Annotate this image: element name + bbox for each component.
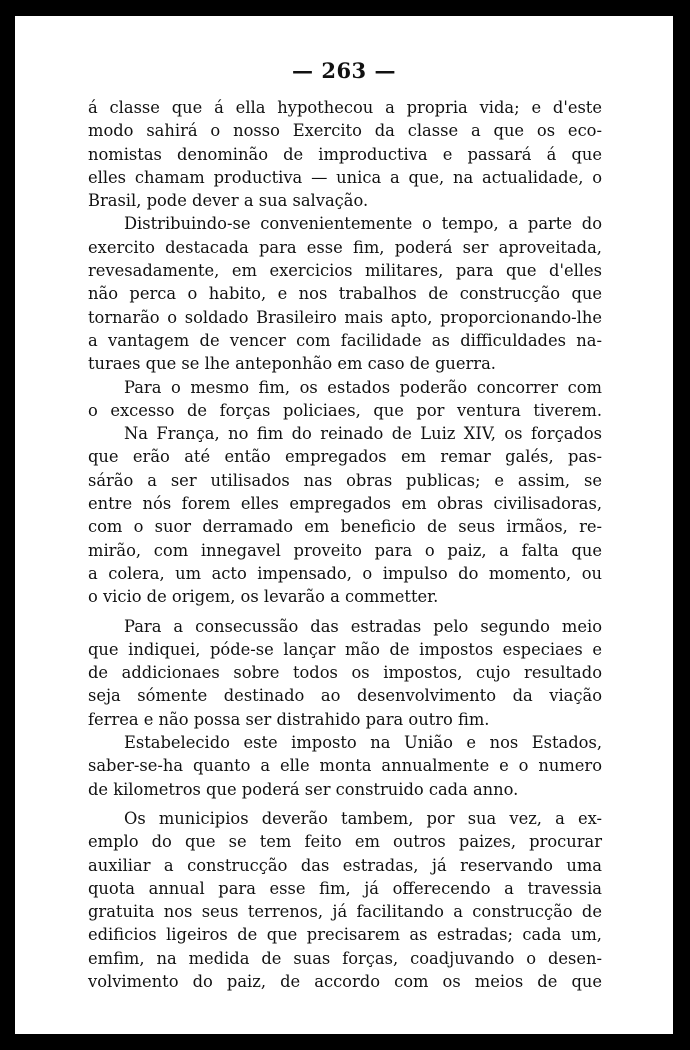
text-line: exercito destacada para esse fim, poderá ser aproveitada,	[88, 237, 602, 257]
paragraph	[88, 212, 602, 375]
text-line: a colera, um acto impensado, o impulso do momento, ou	[88, 563, 602, 583]
book-page	[15, 16, 673, 1034]
text-line: turaes que se lhe anteponhão em caso de guerra.	[88, 354, 496, 374]
text-line: entre nós forem elles empregados em obras civilisadoras,	[88, 494, 602, 514]
text-line: saber-se-ha quanto a elle monta annualmente e o numero	[88, 756, 602, 776]
text-line: sárão a ser utilisados nas obras publicas; e assim, se	[88, 470, 602, 490]
text-line: a vantagem de vencer com facilidade as difficuldades na-	[88, 330, 602, 350]
text-line: emplo do que se tem feito em outros paizes, procurar	[88, 832, 602, 852]
text-line: seja sómente destinado ao desenvolvimento da viação	[88, 686, 602, 706]
text-line: revesadamente, em exercicios militares, para que d'elles	[88, 261, 602, 281]
paragraph	[88, 422, 602, 608]
text-line: o vicio de origem, os levarão a commetter.	[88, 587, 439, 607]
text-line: que erão até então empregados em remar galés, pas-	[88, 447, 602, 467]
text-line: emfim, na medida de suas forças, coadjuvando o desen-	[88, 948, 602, 968]
text-line: mirão, com innegavel proveito para o paiz, a falta que	[88, 540, 602, 560]
text-line: elles chamam productiva — unica a que, na actualidade, o	[88, 167, 602, 187]
text-line: gratuita nos seus terrenos, já facilitando a construcção de	[88, 902, 602, 922]
text-line: com o suor derramado em beneficio de seus irmãos, re-	[88, 517, 602, 537]
page-number: — 263 —	[292, 58, 396, 83]
paragraph	[88, 807, 602, 993]
text-line: Distribuindo-se convenientemente o tempo, a parte do	[124, 214, 602, 234]
text-line: nomistas denominão de improductiva e passará á que	[88, 144, 602, 164]
text-line: ferrea e não possa ser distrahido para outro fim.	[88, 709, 490, 729]
text-line: volvimento do paiz, de accordo com os meios de que	[88, 971, 602, 991]
paragraph	[88, 376, 602, 423]
text-line: tornarão o soldado Brasileiro mais apto, proporcionando-lhe	[88, 307, 602, 327]
text-line: o excesso de forças policiaes, que por ventura tiverem.	[88, 400, 602, 420]
text-line: auxiliar a construcção das estradas, já reservando uma	[88, 855, 602, 875]
paragraph	[88, 96, 602, 212]
text-line: quota annual para esse fim, já offerecendo a travessia	[88, 878, 602, 898]
text-line: Brasil, pode dever a sua salvação.	[88, 191, 369, 211]
text-line: de addicionaes sobre todos os impostos, cujo resultado	[88, 663, 602, 683]
paragraph	[88, 615, 602, 731]
text-line: Estabelecido este imposto na União e nos Estados,	[124, 733, 602, 753]
text-line: que indiquei, póde-se lançar mão de impostos especiaes e	[88, 639, 602, 659]
text-line: Para o mesmo fim, os estados poderão concorrer com	[124, 377, 602, 397]
text-line: de kilometros que poderá ser construido cada anno.	[88, 779, 519, 799]
body-text	[88, 96, 602, 993]
text-line: Na França, no fim do reinado de Luiz XIV, os forçados	[124, 424, 602, 444]
paragraph	[88, 731, 602, 801]
text-line: não perca o habito, e nos trabalhos de construcção que	[88, 284, 602, 304]
text-line: á classe que á ella hypothecou a propria vida; e d'este	[88, 98, 602, 117]
text-line: Os municipios deverão tambem, por sua vez, a ex-	[124, 808, 602, 828]
text-line: Para a consecussão das estradas pelo segundo meio	[124, 616, 602, 636]
text-line: modo sahirá o nosso Exercito da classe a que os eco-	[88, 121, 602, 141]
text-line: edificios ligeiros de que precisarem as estradas; cada um,	[88, 925, 602, 945]
